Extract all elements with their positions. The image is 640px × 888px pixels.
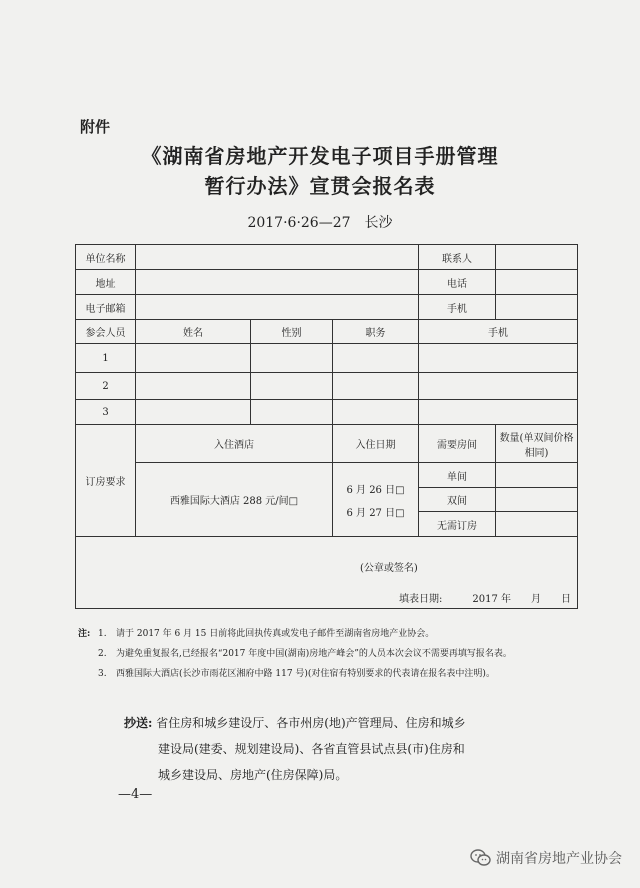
qty-header: 数量(单双间价格相同) — [496, 425, 578, 463]
col-mobile: 手机 — [419, 320, 578, 344]
notes-label: 注: — [78, 629, 91, 639]
watermark-footer — [470, 848, 622, 868]
col-gender: 性别 — [251, 320, 333, 344]
qty-double-cell[interactable] — [496, 488, 578, 512]
participant-mobile-cell[interactable] — [419, 344, 578, 373]
input-unit-name[interactable] — [136, 245, 419, 270]
hotel-option[interactable]: 西雅国际大酒店 288 元/间□ — [136, 463, 333, 537]
col-position: 职务 — [333, 320, 419, 344]
checkin-header: 入住日期 — [333, 425, 419, 463]
checkin-date-26[interactable]: 6 月 26 日□ — [346, 484, 405, 496]
participant-name-cell[interactable] — [136, 373, 251, 400]
title-line-1: 《湖南省房地产开发电子项目手册管理 — [141, 144, 499, 168]
participant-position-cell[interactable] — [333, 344, 419, 373]
note-item: 3. 西雅国际大酒店(长沙市雨花区湘府中路 117 号)(对住宿有特别要求的代表请在报名表中注明)。 — [98, 669, 495, 679]
room-header: 需要房间 — [419, 425, 496, 463]
cc-line-2: 建设局(建委、规划建设局)、各省直管县试点县(市)住房和 — [158, 742, 465, 756]
room-double: 双间 — [419, 488, 496, 512]
col-name: 姓名 — [136, 320, 251, 344]
registration-form — [75, 244, 578, 609]
participant-position-cell[interactable] — [333, 373, 419, 400]
cc-line-1: 省住房和城乡建设厅、各市州房(地)产管理局、住房和城乡 — [156, 716, 466, 730]
label-email: 电子邮箱 — [76, 295, 136, 320]
page-number: —4— — [118, 787, 153, 802]
input-address[interactable] — [136, 270, 419, 295]
seal-label: (公章或签名) — [360, 563, 418, 574]
participant-gender-cell[interactable] — [251, 373, 333, 400]
label-booking: 订房要求 — [76, 425, 136, 537]
attachment-label: 附件 — [80, 118, 111, 136]
input-email[interactable] — [136, 295, 419, 320]
cc-label: 抄送: — [124, 716, 153, 730]
qty-single-cell[interactable] — [496, 463, 578, 488]
cc-section — [124, 710, 594, 788]
hotel-header: 入住酒店 — [136, 425, 333, 463]
note-item: 2. 为避免重复报名,已经报名“2017 年度中国(湖南)房地产峰会”的人员本次会议不需要再填写报名表。 — [98, 649, 512, 659]
qty-none-cell[interactable] — [496, 512, 578, 537]
wechat-icon — [470, 849, 492, 867]
label-phone: 电话 — [419, 270, 496, 295]
title-line-2: 暂行办法》宣贯会报名表 — [204, 174, 436, 198]
signature-box[interactable] — [76, 537, 578, 609]
cc-line-3: 城乡建设局、房地产(住房保障)局。 — [158, 768, 348, 782]
fill-date: 填表日期: 2017 年 月 日 — [399, 594, 572, 605]
participant-row-number: 1 — [76, 344, 136, 373]
input-contact[interactable] — [496, 245, 578, 270]
label-participants: 参会人员 — [76, 320, 136, 344]
date-place: 2017·6·26—27 长沙 — [247, 215, 393, 231]
label-contact: 联系人 — [419, 245, 496, 270]
participant-name-cell[interactable] — [136, 400, 251, 425]
footer-text: 湖南省房地产业协会 — [496, 851, 622, 867]
participant-row-number: 2 — [76, 373, 136, 400]
participant-gender-cell[interactable] — [251, 344, 333, 373]
note-item: 注: 1. 请于 2017 年 6 月 15 日前将此回执传真或发电子邮件至湖南省房地产业协会。 — [78, 624, 598, 644]
label-mobile: 手机 — [419, 295, 496, 320]
input-phone[interactable] — [496, 270, 578, 295]
participant-gender-cell[interactable] — [251, 400, 333, 425]
participant-name-cell[interactable] — [136, 344, 251, 373]
participant-position-cell[interactable] — [333, 400, 419, 425]
checkin-dates[interactable] — [333, 463, 419, 537]
input-mobile[interactable] — [496, 295, 578, 320]
label-unit-name: 单位名称 — [76, 245, 136, 270]
participant-row-number: 3 — [76, 400, 136, 425]
participant-mobile-cell[interactable] — [419, 373, 578, 400]
participant-mobile-cell[interactable] — [419, 400, 578, 425]
room-single: 单间 — [419, 463, 496, 488]
notes — [78, 624, 598, 684]
checkin-date-27[interactable]: 6 月 27 日□ — [346, 507, 405, 519]
label-address: 地址 — [76, 270, 136, 295]
room-none: 无需订房 — [419, 512, 496, 537]
